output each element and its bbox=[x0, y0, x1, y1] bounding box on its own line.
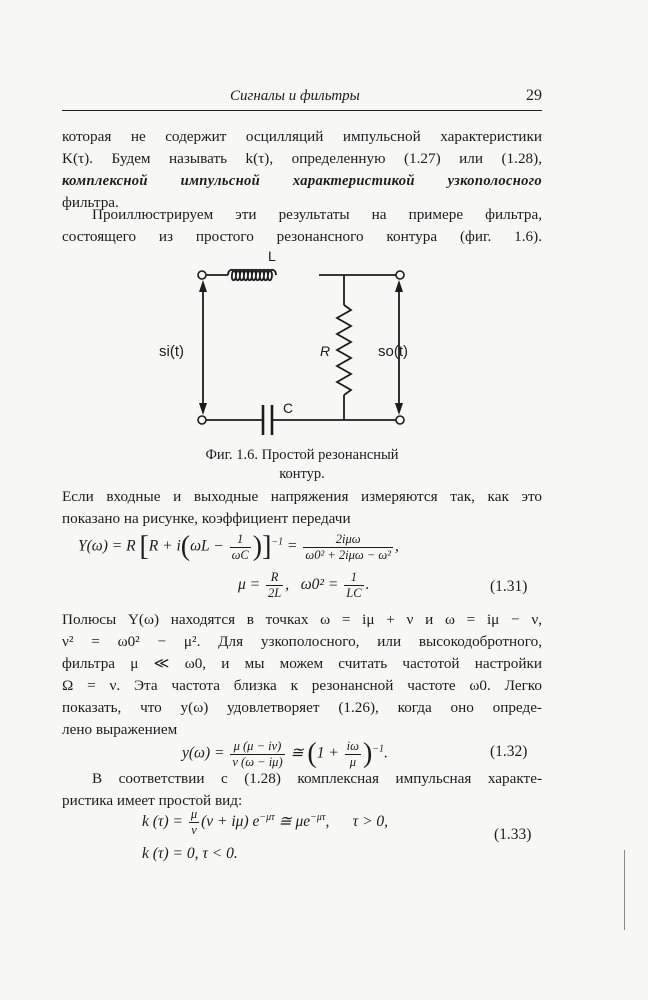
eq131-w0-den: LC bbox=[346, 586, 362, 600]
eq131-frac2-num: 2iμω bbox=[303, 532, 393, 548]
eq131-w0-num: 1 bbox=[344, 570, 363, 586]
label-C: C bbox=[283, 400, 294, 416]
eq132-one-plus: 1 + bbox=[316, 744, 339, 762]
p1-line-4: фильтра. bbox=[62, 194, 119, 211]
equation-1-31: Y(ω) = R [R + i(ωL − $\frac{1}{\omega C}$ )]$^{-1}$ = $\frac{\text{2iμω}}{\text{ω0² + 2iμω − ω²}}$ , bbox=[78, 531, 399, 562]
p4-line-5: показать, что y(ω) удовлетворяет (1.26), когда оно опреде- bbox=[62, 699, 542, 716]
eq131-w0-def: ω0² = bbox=[300, 576, 339, 594]
eq133-approx: ≅ μe bbox=[278, 813, 311, 831]
terminal-bottom-right bbox=[396, 416, 404, 424]
label-R: R bbox=[320, 343, 331, 359]
output-arrow-up bbox=[395, 280, 403, 292]
equation-1-32: y(ω) = $\frac{\mu (\mu - i\nu)}{\nu (\omega - i\mu)}$ ≅ (1 + $\frac{i\omega}{\mu}$ )$^{-1}$. bbox=[182, 738, 388, 769]
eq131-inner: R + i bbox=[148, 537, 181, 555]
eq131-frac1-num: 1 bbox=[230, 532, 251, 548]
output-arrow-down bbox=[395, 403, 403, 415]
page-number: 29 bbox=[526, 87, 542, 104]
p3-line-2: показано на рисунке, коэффициент передачи bbox=[62, 510, 351, 527]
p4-line-4: Ω = ν. Эта частота близка к резонансной частоте ω0. Легко bbox=[62, 677, 542, 694]
p1-line-2: K(τ). Будем называть k(τ), определенную (1.27) или (1.28), bbox=[62, 150, 542, 167]
p3-line-1: Если входные и выходные напряжения измеряются так, как это bbox=[62, 488, 542, 505]
eq133-number: (1.33) bbox=[494, 826, 532, 843]
eq132-approx: ≅ bbox=[290, 744, 304, 762]
p1-line-3: комплексной импульсной характеристикой узкополосного bbox=[62, 173, 542, 189]
eq132-exp: −1 bbox=[372, 743, 385, 755]
p1-line-1: которая не содержит осцилляций импульсной характеристики bbox=[62, 128, 542, 145]
p2-line-2: состоящего из простого резонансного контура (фиг. 1.6). bbox=[62, 228, 542, 245]
inductor-coil bbox=[228, 270, 276, 281]
eq133-cond1: τ > 0, bbox=[352, 813, 389, 831]
equation-1-33-line-2: k (τ) = 0, τ < 0. bbox=[142, 845, 238, 862]
input-arrow-down bbox=[199, 403, 207, 415]
circuit-diagram bbox=[0, 0, 648, 460]
eq132-den: ν (ω − iμ) bbox=[232, 754, 283, 769]
eq131-mu-den: 2L bbox=[268, 586, 282, 600]
eq133-lhs: k (τ) = bbox=[142, 813, 183, 831]
figure-caption-line-2: контур. bbox=[279, 466, 325, 482]
eq131-mu-def: μ = bbox=[238, 576, 261, 594]
p5-line-1: В соответствии с (1.28) комплексная импульсная характе- bbox=[92, 770, 542, 787]
equation-1-31-defs: μ = $\frac{R}{2L}$ , ω0² = $\frac{1}{LC}$ . bbox=[238, 570, 370, 600]
eq132-number: (1.32) bbox=[490, 743, 528, 760]
label-L: L bbox=[268, 248, 276, 264]
eq131-frac2-den: ω0² + 2iμω − ω² bbox=[305, 547, 391, 562]
eq133-exp2: −μτ bbox=[310, 811, 326, 823]
eq132-inner-den: μ bbox=[349, 754, 356, 769]
terminal-bottom-left bbox=[198, 416, 206, 424]
p4-line-2: ν² = ω0² − μ². Для узкополосного, или высокодобротного, bbox=[62, 633, 542, 650]
terminal-top-left bbox=[198, 271, 206, 279]
eq131-number: (1.31) bbox=[490, 578, 528, 595]
eq131-lhs: Y(ω) = R bbox=[78, 537, 136, 555]
eq133-frac-num: μ bbox=[190, 807, 198, 821]
figure-caption-line-1: Фиг. 1.6. Простой резонансный bbox=[205, 447, 399, 463]
p4-line-1: Полюсы Y(ω) находятся в точках ω = iμ + ν и ω = iμ − ν, bbox=[62, 611, 542, 628]
eq132-lhs: y(ω) = bbox=[182, 744, 225, 762]
eq131-exp: −1 bbox=[271, 536, 284, 548]
equation-1-33-line-1: k (τ) = $\frac{\mu}{\nu}$ (ν + iμ) $e^{-\mu\tau}$ ≅ $\mu e^{-\mu\tau}$, τ > 0, bbox=[142, 807, 389, 837]
p4-line-6: лено выражением bbox=[62, 721, 178, 738]
terminal-top-right bbox=[396, 271, 404, 279]
eq131-frac1-den: ωC bbox=[231, 547, 249, 562]
p5-line-2: ристика имеет простой вид: bbox=[62, 792, 243, 809]
header-title: Сигналы и фильтры bbox=[230, 88, 360, 104]
margin-scan-line bbox=[624, 850, 625, 930]
eq133-rest: (ν + iμ) e bbox=[201, 813, 260, 831]
eq133-frac-den: ν bbox=[191, 823, 197, 837]
eq132-num: μ (μ − iν) bbox=[230, 739, 284, 755]
label-so: so(t) bbox=[378, 343, 408, 360]
input-arrow-up bbox=[199, 280, 207, 292]
resistor-zigzag bbox=[337, 305, 351, 395]
eq131-mu-num: R bbox=[266, 570, 283, 586]
p2-line-1: Проиллюстрируем эти результаты на примере фильтра, bbox=[92, 206, 542, 223]
p4-line-3: фильтра μ ≪ ω0, и мы можем считать частотой настройки bbox=[62, 655, 542, 672]
eq133-exp1: −μτ bbox=[259, 811, 275, 823]
eq132-inner-num: iω bbox=[346, 738, 359, 753]
label-si: si(t) bbox=[159, 343, 184, 360]
eq131-omegaL: ωL − bbox=[190, 537, 224, 555]
